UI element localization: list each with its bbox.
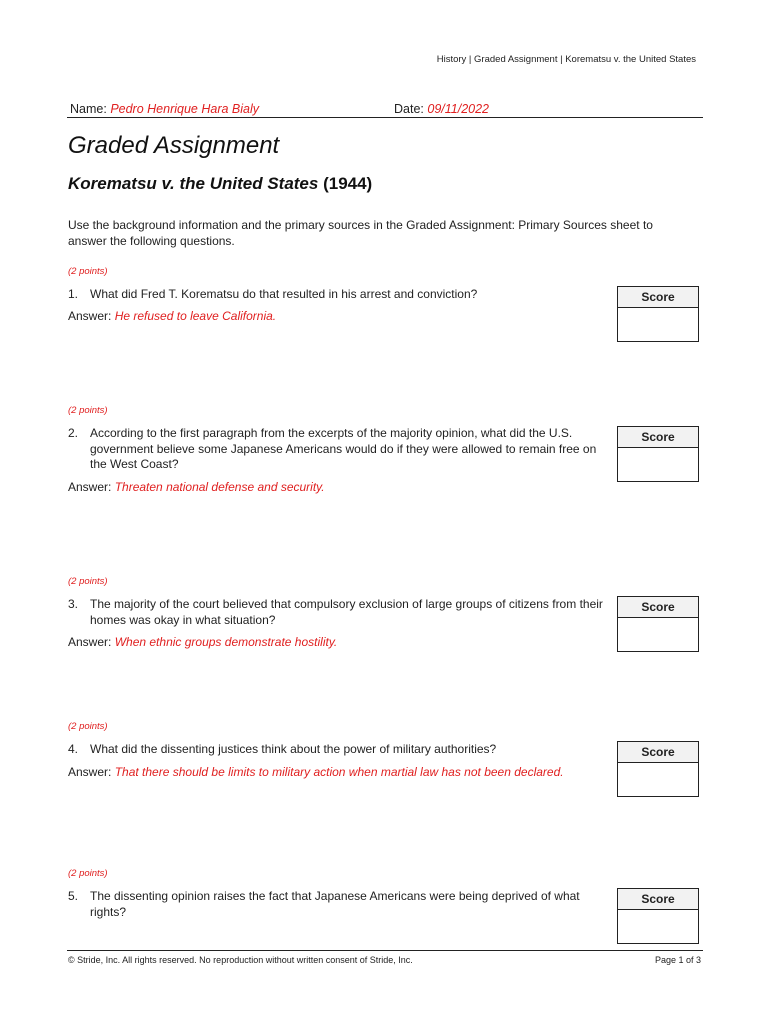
answer-4	[68, 765, 628, 781]
answer-label: Answer:	[68, 480, 112, 494]
answer-2	[68, 480, 608, 496]
instructions: Use the background information and the primary sources in the Graded Assignment: Primary Sources sheet to answer the following questions.	[68, 218, 653, 248]
question-2-points: (2 points)	[68, 405, 108, 416]
question-number: 4.	[68, 742, 79, 756]
name-label: Name:	[70, 102, 107, 116]
question-2	[68, 426, 608, 473]
answer-label: Answer:	[68, 309, 112, 323]
question-4	[68, 742, 608, 758]
name-value: Pedro Henrique Hara Bialy	[110, 102, 260, 116]
date-value: 09/11/2022	[427, 102, 490, 116]
score-box-4	[617, 741, 699, 797]
name-field	[70, 102, 259, 116]
score-label: Score	[618, 889, 698, 910]
running-header: History | Graded Assignment | Korematsu v. the United States	[436, 54, 696, 65]
answer-3	[68, 635, 608, 651]
footer-divider	[67, 950, 703, 951]
answer-1	[68, 309, 608, 325]
name-row-divider	[67, 117, 703, 118]
question-text: What did the dissenting justices think about the power of military authorities?	[90, 742, 497, 756]
case-name: Korematsu v. the United States	[68, 174, 319, 193]
answer-label: Answer:	[68, 765, 112, 779]
score-label: Score	[618, 597, 698, 618]
score-box-1	[617, 286, 699, 342]
score-box-5	[617, 888, 699, 944]
answer-value: When ethnic groups demonstrate hostility.	[114, 635, 338, 649]
question-text: According to the first paragraph from the excerpts of the majority opinion, what did the U.S. government believe some Japanese Americans would do if they were allowed to remain free on the West Coast?	[90, 426, 597, 471]
date-label: Date:	[394, 102, 424, 116]
question-5	[68, 889, 608, 920]
score-label: Score	[618, 427, 698, 448]
student-info-row	[67, 102, 703, 118]
answer-label: Answer:	[68, 635, 112, 649]
score-label: Score	[618, 742, 698, 763]
answer-value: That there should be limits to military action when martial law has not been declared.	[114, 765, 564, 779]
question-text: What did Fred T. Korematsu do that resulted in his arrest and conviction?	[90, 287, 478, 301]
question-number: 1.	[68, 287, 79, 301]
answer-value: He refused to leave California.	[114, 309, 277, 323]
question-number: 3.	[68, 597, 79, 611]
page-number: Page 1 of 3	[654, 955, 701, 965]
question-1-points: (2 points)	[68, 266, 108, 277]
copyright-notice: © Stride, Inc. All rights reserved. No reproduction without written consent of Stride, Inc.	[68, 955, 413, 965]
question-number: 5.	[68, 889, 79, 903]
question-4-points: (2 points)	[68, 721, 108, 732]
question-3-points: (2 points)	[68, 576, 108, 587]
question-5-points: (2 points)	[68, 868, 108, 879]
score-box-3	[617, 596, 699, 652]
page-title: Graded Assignment	[68, 132, 280, 159]
question-text: The dissenting opinion raises the fact that Japanese Americans were being deprived of what rights?	[90, 889, 580, 919]
score-label: Score	[618, 287, 698, 308]
case-year: (1944)	[323, 174, 373, 193]
answer-value: Threaten national defense and security.	[114, 480, 325, 494]
question-3	[68, 597, 608, 628]
question-number: 2.	[68, 426, 79, 440]
date-field	[394, 102, 489, 116]
question-1	[68, 287, 608, 303]
score-box-2	[617, 426, 699, 482]
question-text: The majority of the court believed that compulsory exclusion of large groups of citizens from their homes was okay in what situation?	[90, 597, 603, 627]
page-subtitle	[68, 174, 372, 194]
